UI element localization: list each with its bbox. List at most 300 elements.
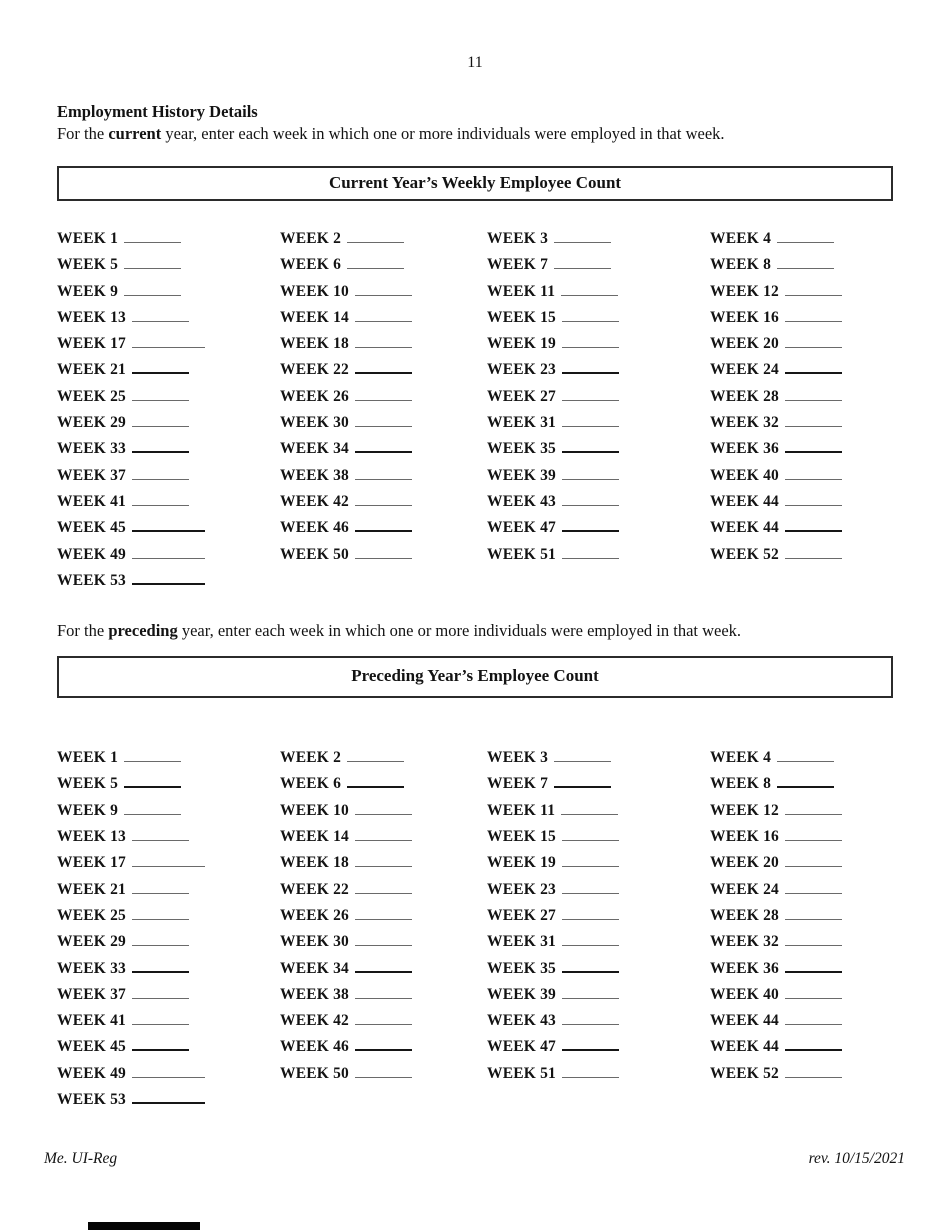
preceding-year-title: Preceding Year’s Employee Count	[351, 666, 599, 686]
week-count-blank[interactable]	[355, 359, 412, 374]
page-number: 11	[467, 54, 483, 71]
week-entry	[710, 745, 950, 771]
week-count-blank[interactable]	[132, 466, 189, 480]
week-label: WEEK 15	[487, 308, 557, 326]
week-count-blank[interactable]	[562, 958, 619, 973]
week-label: WEEK 51	[487, 545, 557, 563]
week-count-blank[interactable]	[124, 748, 181, 762]
week-entry	[487, 515, 710, 541]
week-count-blank[interactable]	[777, 229, 834, 243]
week-count-blank[interactable]	[355, 880, 412, 894]
week-label: WEEK 41	[57, 492, 127, 510]
week-entry	[710, 824, 950, 850]
week-label: WEEK 3	[487, 749, 549, 767]
week-entry	[710, 226, 950, 252]
week-entry	[487, 331, 710, 357]
week-label: WEEK 17	[57, 854, 127, 872]
week-label: WEEK 18	[280, 335, 350, 353]
week-entry	[487, 956, 710, 982]
week-entry	[57, 568, 280, 594]
week-entry	[710, 410, 950, 436]
week-entry	[487, 463, 710, 489]
week-label: WEEK 38	[280, 985, 350, 1003]
week-label: WEEK 49	[57, 545, 127, 563]
week-entry	[57, 463, 280, 489]
week-entry	[710, 331, 950, 357]
week-entry	[710, 877, 950, 903]
week-entry	[280, 982, 487, 1008]
week-entry	[487, 824, 710, 850]
week-entry	[57, 489, 280, 515]
week-label: WEEK 7	[487, 256, 549, 274]
week-count-blank[interactable]	[554, 255, 611, 269]
week-label: WEEK 34	[280, 440, 350, 458]
week-entry	[57, 929, 280, 955]
week-label: WEEK 13	[57, 308, 127, 326]
week-count-blank[interactable]	[562, 466, 619, 480]
week-label: WEEK 1	[57, 230, 119, 247]
week-label: WEEK 39	[487, 466, 557, 484]
week-count-blank[interactable]	[132, 545, 205, 559]
week-count-blank[interactable]	[132, 1011, 189, 1025]
week-label: WEEK 44	[710, 492, 780, 510]
week-count-blank[interactable]	[355, 985, 412, 999]
week-count-blank[interactable]	[785, 387, 842, 401]
week-label: WEEK 12	[710, 282, 780, 300]
week-entry	[280, 824, 487, 850]
week-entry	[280, 1061, 487, 1087]
week-entry	[57, 542, 280, 568]
week-count-blank[interactable]	[132, 958, 189, 973]
current-year-title-box	[57, 166, 893, 201]
week-count-blank[interactable]	[785, 1064, 842, 1078]
week-count-blank[interactable]	[562, 1064, 619, 1078]
week-entry	[280, 279, 487, 305]
week-entry	[57, 824, 280, 850]
week-count-blank[interactable]	[562, 906, 619, 920]
week-count-blank[interactable]	[355, 801, 412, 815]
week-count-blank[interactable]	[785, 545, 842, 559]
week-label: WEEK 42	[280, 1012, 350, 1030]
week-count-blank[interactable]	[132, 1064, 205, 1078]
week-entry	[487, 982, 710, 1008]
week-label: WEEK 51	[487, 1064, 557, 1082]
week-count-blank[interactable]	[562, 1036, 619, 1051]
week-count-blank[interactable]	[785, 413, 842, 427]
week-entry	[280, 305, 487, 331]
week-count-blank[interactable]	[132, 492, 189, 506]
week-label: WEEK 8	[710, 775, 772, 793]
week-count-blank[interactable]	[355, 334, 412, 348]
week-count-blank[interactable]	[785, 958, 842, 973]
week-entry	[280, 331, 487, 357]
week-count-blank[interactable]	[562, 517, 619, 532]
week-label: WEEK 53	[57, 571, 127, 589]
week-entry	[280, 745, 487, 771]
week-entry	[280, 1008, 487, 1034]
week-label: WEEK 33	[57, 440, 127, 458]
week-entry	[710, 1061, 950, 1087]
week-label: WEEK 26	[280, 906, 350, 924]
week-count-blank[interactable]	[355, 853, 412, 867]
week-entry	[280, 436, 487, 462]
week-count-blank[interactable]	[562, 492, 619, 506]
form-id: Me. UI-Reg	[44, 1150, 118, 1167]
week-entry	[280, 929, 487, 955]
week-count-blank[interactable]	[562, 308, 619, 322]
current-year-title: Current Year’s Weekly Employee Count	[328, 173, 622, 192]
week-label: WEEK 47	[487, 519, 557, 537]
week-entry	[280, 252, 487, 278]
week-count-blank[interactable]	[785, 853, 842, 867]
week-entry	[57, 771, 280, 797]
week-entry	[57, 515, 280, 541]
week-count-blank[interactable]	[355, 438, 412, 453]
week-count-blank[interactable]	[355, 282, 412, 296]
intro-current-post: year, enter each week in which one or more individuals were employed in that week.	[161, 124, 725, 143]
week-label: WEEK 49	[57, 1064, 127, 1082]
week-count-blank[interactable]	[132, 387, 189, 401]
week-label: WEEK 47	[487, 1038, 557, 1056]
week-count-blank[interactable]	[355, 958, 412, 973]
week-entry	[280, 903, 487, 929]
week-count-blank[interactable]	[785, 282, 842, 296]
week-count-blank[interactable]	[132, 359, 189, 374]
week-entry	[710, 1034, 950, 1060]
week-entry	[710, 436, 950, 462]
week-entry	[280, 410, 487, 436]
week-label: WEEK 20	[710, 335, 780, 353]
week-entry	[487, 771, 710, 797]
intro-current-emphasis: current	[108, 124, 162, 143]
week-label: WEEK 36	[710, 959, 780, 977]
week-count-blank[interactable]	[124, 801, 181, 815]
week-entry	[280, 542, 487, 568]
week-count-blank[interactable]	[355, 1011, 412, 1025]
preceding-year-week-grid	[57, 745, 950, 1113]
week-entry	[57, 252, 280, 278]
week-entry	[487, 436, 710, 462]
week-count-blank[interactable]	[132, 438, 189, 453]
week-entry	[487, 798, 710, 824]
week-label: WEEK 5	[57, 256, 119, 274]
week-entry	[487, 384, 710, 410]
week-label: WEEK 2	[280, 749, 342, 767]
week-count-blank[interactable]	[785, 801, 842, 815]
week-label: WEEK 39	[487, 985, 557, 1003]
week-count-blank[interactable]	[347, 255, 404, 269]
intro-preceding-emphasis: preceding	[108, 621, 178, 641]
intro-current	[57, 123, 893, 144]
week-count-blank[interactable]	[561, 801, 618, 815]
week-label: WEEK 44	[710, 1012, 780, 1030]
week-label: WEEK 17	[57, 335, 127, 353]
week-count-blank[interactable]	[777, 748, 834, 762]
week-count-blank[interactable]	[132, 985, 189, 999]
week-entry	[487, 850, 710, 876]
week-count-blank[interactable]	[132, 827, 189, 841]
intro-preceding-pre: For the	[57, 621, 109, 641]
week-label: WEEK 23	[487, 880, 557, 898]
week-label: WEEK 6	[280, 775, 342, 793]
week-count-blank[interactable]	[132, 308, 189, 322]
week-label: WEEK 50	[280, 1064, 350, 1082]
week-label: WEEK 37	[57, 985, 127, 1003]
week-label: WEEK 50	[280, 545, 350, 563]
week-entry	[57, 850, 280, 876]
week-count-blank[interactable]	[562, 932, 619, 946]
week-label: WEEK 23	[487, 361, 557, 379]
week-count-blank[interactable]	[562, 438, 619, 453]
week-label: WEEK 15	[487, 828, 557, 846]
week-count-blank[interactable]	[777, 773, 834, 788]
week-count-blank[interactable]	[562, 545, 619, 559]
week-count-blank[interactable]	[562, 853, 619, 867]
week-label: WEEK 29	[57, 414, 127, 432]
week-label: WEEK 7	[487, 775, 549, 793]
week-entry	[710, 305, 950, 331]
week-label: WEEK 10	[280, 282, 350, 300]
week-entry	[487, 305, 710, 331]
week-label: WEEK 45	[57, 1038, 127, 1056]
week-entry	[57, 410, 280, 436]
week-entry	[280, 850, 487, 876]
week-label: WEEK 52	[710, 545, 780, 563]
week-count-blank[interactable]	[132, 1036, 189, 1051]
week-count-blank[interactable]	[132, 570, 205, 585]
week-count-blank[interactable]	[562, 827, 619, 841]
week-label: WEEK 28	[710, 387, 780, 405]
week-label: WEEK 30	[280, 933, 350, 951]
week-count-blank[interactable]	[562, 387, 619, 401]
week-entry	[487, 279, 710, 305]
week-label: WEEK 19	[487, 335, 557, 353]
week-label: WEEK 52	[710, 1064, 780, 1082]
week-label: WEEK 44	[710, 1038, 780, 1056]
week-label: WEEK 35	[487, 440, 557, 458]
week-label: WEEK 22	[280, 361, 350, 379]
week-label: WEEK 4	[710, 230, 772, 247]
week-count-blank[interactable]	[785, 517, 842, 532]
week-entry	[280, 956, 487, 982]
week-label: WEEK 36	[710, 440, 780, 458]
week-entry	[57, 1034, 280, 1060]
week-entry	[710, 279, 950, 305]
week-count-blank[interactable]	[124, 255, 181, 269]
week-entry	[487, 745, 710, 771]
week-label: WEEK 18	[280, 854, 350, 872]
week-count-blank[interactable]	[124, 282, 181, 296]
week-count-blank[interactable]	[562, 985, 619, 999]
week-label: WEEK 6	[280, 256, 342, 274]
week-count-blank[interactable]	[355, 492, 412, 506]
week-count-blank[interactable]	[562, 1011, 619, 1025]
week-count-blank[interactable]	[355, 932, 412, 946]
week-label: WEEK 26	[280, 387, 350, 405]
section-heading: Employment History Details	[57, 102, 258, 121]
week-entry	[57, 798, 280, 824]
preceding-year-title-box	[57, 656, 893, 698]
current-year-week-grid	[57, 226, 950, 594]
week-count-blank[interactable]	[785, 334, 842, 348]
revision-date: rev. 10/15/2021	[808, 1150, 905, 1167]
week-entry	[710, 542, 950, 568]
week-entry	[280, 877, 487, 903]
week-count-blank[interactable]	[355, 827, 412, 841]
week-entry	[487, 226, 710, 252]
week-label: WEEK 14	[280, 828, 350, 846]
week-label: WEEK 9	[57, 282, 119, 300]
week-count-blank[interactable]	[347, 773, 404, 788]
week-entry	[57, 331, 280, 357]
week-count-blank[interactable]	[132, 853, 205, 867]
week-count-blank[interactable]	[124, 229, 181, 243]
week-label: WEEK 46	[280, 519, 350, 537]
week-count-blank[interactable]	[562, 334, 619, 348]
week-entry	[280, 798, 487, 824]
week-label: WEEK 40	[710, 466, 780, 484]
week-entry	[710, 515, 950, 541]
week-entry	[710, 798, 950, 824]
week-entry	[710, 771, 950, 797]
week-count-blank[interactable]	[355, 545, 412, 559]
week-count-blank[interactable]	[132, 1089, 205, 1104]
week-entry	[710, 252, 950, 278]
week-label: WEEK 32	[710, 414, 780, 432]
week-label: WEEK 3	[487, 230, 549, 247]
week-label: WEEK 10	[280, 801, 350, 819]
week-entry	[280, 1034, 487, 1060]
week-count-blank[interactable]	[132, 413, 189, 427]
week-label: WEEK 22	[280, 880, 350, 898]
week-label: WEEK 42	[280, 492, 350, 510]
week-entry	[57, 877, 280, 903]
week-count-blank[interactable]	[785, 827, 842, 841]
week-count-blank[interactable]	[785, 985, 842, 999]
week-count-blank[interactable]	[785, 1011, 842, 1025]
week-entry	[280, 226, 487, 252]
week-label: WEEK 53	[57, 1091, 127, 1109]
week-count-blank[interactable]	[355, 517, 412, 532]
week-label: WEEK 24	[710, 880, 780, 898]
week-label: WEEK 21	[57, 361, 127, 379]
week-label: WEEK 21	[57, 880, 127, 898]
week-count-blank[interactable]	[777, 255, 834, 269]
week-count-blank[interactable]	[554, 773, 611, 788]
week-entry	[57, 279, 280, 305]
week-entry	[57, 982, 280, 1008]
week-entry	[57, 357, 280, 383]
week-entry	[487, 903, 710, 929]
week-label: WEEK 31	[487, 933, 557, 951]
scan-artifact-mark	[88, 1222, 200, 1230]
week-label: WEEK 11	[487, 801, 556, 819]
week-entry	[487, 1034, 710, 1060]
week-count-blank[interactable]	[347, 229, 404, 243]
week-count-blank[interactable]	[785, 466, 842, 480]
week-label: WEEK 13	[57, 828, 127, 846]
week-entry	[57, 384, 280, 410]
week-label: WEEK 31	[487, 414, 557, 432]
week-label: WEEK 27	[487, 387, 557, 405]
week-count-blank[interactable]	[785, 1036, 842, 1051]
week-count-blank[interactable]	[785, 359, 842, 374]
week-count-blank[interactable]	[132, 334, 205, 348]
week-label: WEEK 33	[57, 959, 127, 977]
week-label: WEEK 41	[57, 1012, 127, 1030]
week-count-blank[interactable]	[562, 413, 619, 427]
week-entry	[57, 745, 280, 771]
week-entry	[487, 877, 710, 903]
week-entry	[710, 903, 950, 929]
week-count-blank[interactable]	[347, 748, 404, 762]
week-entry	[57, 226, 280, 252]
week-label: WEEK 5	[57, 775, 119, 793]
week-label: WEEK 11	[487, 282, 556, 300]
week-entry	[280, 384, 487, 410]
week-count-blank[interactable]	[562, 359, 619, 374]
week-count-blank[interactable]	[132, 906, 189, 920]
week-count-blank[interactable]	[355, 413, 412, 427]
week-label: WEEK 35	[487, 959, 557, 977]
week-entry	[487, 489, 710, 515]
week-label: WEEK 29	[57, 933, 127, 951]
week-count-blank[interactable]	[355, 466, 412, 480]
week-entry	[710, 850, 950, 876]
week-count-blank[interactable]	[562, 880, 619, 894]
week-label: WEEK 4	[710, 749, 772, 767]
week-entry	[487, 1008, 710, 1034]
week-entry	[487, 929, 710, 955]
week-label: WEEK 30	[280, 414, 350, 432]
week-label: WEEK 12	[710, 801, 780, 819]
week-entry	[487, 542, 710, 568]
week-count-blank[interactable]	[785, 880, 842, 894]
week-entry	[710, 982, 950, 1008]
week-label: WEEK 16	[710, 828, 780, 846]
week-count-blank[interactable]	[355, 308, 412, 322]
week-entry	[710, 357, 950, 383]
week-count-blank[interactable]	[355, 1064, 412, 1078]
week-label: WEEK 20	[710, 854, 780, 872]
week-count-blank[interactable]	[554, 748, 611, 762]
week-count-blank[interactable]	[132, 517, 205, 532]
week-count-blank[interactable]	[785, 932, 842, 946]
week-count-blank[interactable]	[561, 282, 618, 296]
week-count-blank[interactable]	[132, 932, 189, 946]
week-count-blank[interactable]	[785, 492, 842, 506]
week-entry	[710, 489, 950, 515]
week-count-blank[interactable]	[355, 906, 412, 920]
week-count-blank[interactable]	[554, 229, 611, 243]
week-count-blank[interactable]	[132, 880, 189, 894]
week-entry	[487, 252, 710, 278]
week-label: WEEK 25	[57, 906, 127, 924]
week-entry	[57, 305, 280, 331]
week-count-blank[interactable]	[785, 308, 842, 322]
week-label: WEEK 40	[710, 985, 780, 1003]
week-entry	[57, 1008, 280, 1034]
page-footer	[44, 1150, 905, 1168]
week-entry	[280, 357, 487, 383]
week-label: WEEK 8	[710, 256, 772, 274]
week-count-blank[interactable]	[355, 387, 412, 401]
week-count-blank[interactable]	[124, 773, 181, 788]
week-count-blank[interactable]	[355, 1036, 412, 1051]
week-count-blank[interactable]	[785, 906, 842, 920]
week-count-blank[interactable]	[785, 438, 842, 453]
week-label: WEEK 16	[710, 308, 780, 326]
